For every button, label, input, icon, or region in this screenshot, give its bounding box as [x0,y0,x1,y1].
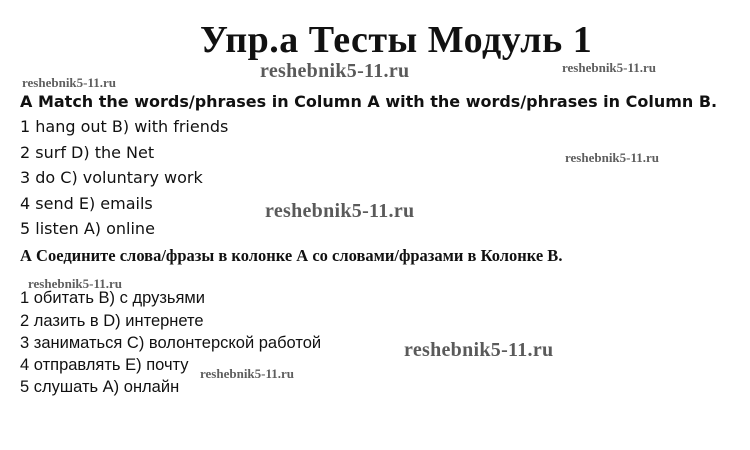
russian-item: 3 заниматься С) волонтерской работой [20,334,322,352]
russian-item: 1 обитать В) с друзьями [20,289,205,307]
watermark: reshebnik5-11.ru [22,75,117,90]
watermark: reshebnik5-11.ru [28,276,123,291]
english-item: 2 surf D) the Net [20,143,155,162]
watermark: reshebnik5-11.ru [404,339,554,361]
english-item: 5 listen A) online [20,219,155,238]
english-item: 4 send E) emails [20,194,153,213]
russian-item: 5 слушать А) онлайн [20,378,180,396]
russian-instruction: А Соедините слова/фразы в колонке А со словами/фразами в Колонке В. [20,246,563,265]
russian-item: 2 лазить в D) интернете [20,312,204,330]
russian-item: 4 отправлять Е) почту [20,356,189,374]
english-item: 3 do C) voluntary work [20,168,203,187]
watermark: reshebnik5-11.ru [200,366,295,381]
watermark: reshebnik5-11.ru [562,60,657,75]
english-instruction: A Match the words/phrases in Column A with the words/phrases in Column B. [20,92,718,111]
watermark: reshebnik5-11.ru [260,60,410,82]
page-title: Упр.a Тесты Модуль 1 [200,19,593,61]
watermark: reshebnik5-11.ru [265,200,415,222]
watermark: reshebnik5-11.ru [565,150,660,165]
english-item: 1 hang out B) with friends [20,117,229,136]
